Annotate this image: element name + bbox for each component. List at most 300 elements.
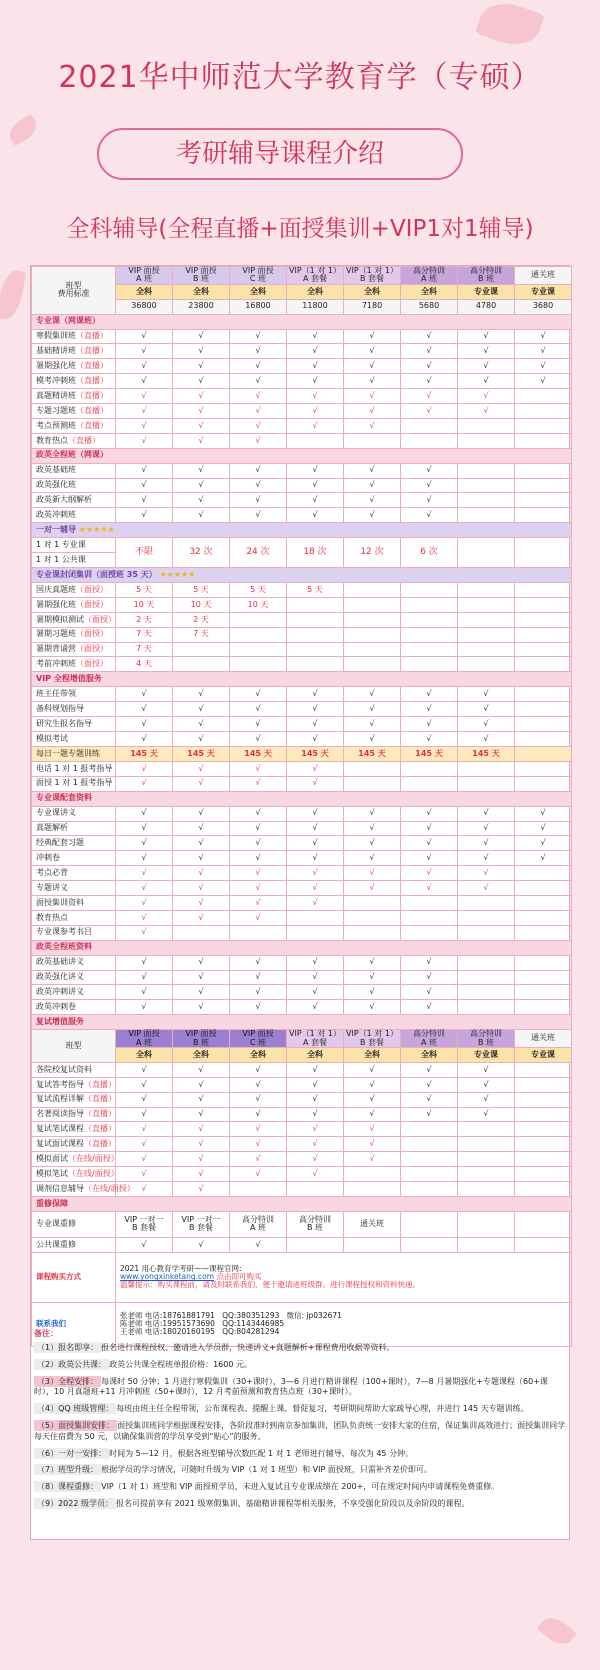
class-type: 专业课 — [458, 1047, 515, 1062]
class-type: 全科 — [287, 284, 344, 299]
check-mark: √ — [198, 912, 204, 922]
row-label-cell — [32, 881, 116, 896]
note-text: 根据学员的学习情况，可随时升级为 VIP（1 对 1 班型）和 VIP 面授班，只需补齐差价即可。 — [101, 1465, 432, 1475]
check-cell — [515, 836, 572, 851]
section-header-row — [32, 568, 572, 583]
check-mark: √ — [426, 495, 432, 505]
days-cell — [230, 657, 287, 672]
check-mark: √ — [483, 823, 489, 833]
section-header — [32, 314, 572, 329]
row-label: 专题习题班 — [36, 405, 76, 415]
days-cell: 7 天 — [173, 627, 230, 642]
check-cell — [401, 329, 458, 344]
section-title: VIP 全程增值服务 — [36, 674, 102, 684]
class-price: 5680 — [401, 299, 458, 314]
check-mark: √ — [141, 778, 147, 788]
days-cell: 2 天 — [116, 612, 173, 627]
check-cell — [344, 359, 401, 374]
course-website-link[interactable]: www.yongxinketang.com — [120, 1272, 215, 1282]
check-mark: √ — [198, 1139, 204, 1149]
check-cell — [458, 344, 515, 359]
note-text: 报名进行课程授权、邀请进入学员群，快递讲义+真题解析+课程费用收据等资料。 — [101, 1343, 395, 1352]
check-cell — [401, 493, 458, 508]
check-cell — [173, 493, 230, 508]
table-row — [32, 1237, 572, 1252]
check-cell — [458, 508, 515, 523]
row-label-cell — [32, 985, 116, 1000]
check-cell — [287, 1107, 344, 1122]
check-cell — [287, 881, 344, 896]
check-mark: √ — [255, 1239, 261, 1249]
check-mark: √ — [141, 689, 147, 699]
check-mark: √ — [369, 689, 375, 699]
days-cell — [458, 583, 515, 598]
cell-text: 课程购买方式 — [36, 1272, 81, 1282]
check-cell — [116, 329, 173, 344]
check-cell — [173, 717, 230, 732]
check-cell — [401, 970, 458, 985]
check-mark: √ — [255, 1109, 261, 1119]
check-mark: √ — [369, 972, 375, 982]
days-cell — [173, 657, 230, 672]
check-mark: √ — [141, 361, 147, 371]
check-mark: √ — [255, 704, 261, 714]
cell-text: A 班 — [249, 1223, 266, 1233]
check-cell — [458, 418, 515, 433]
row-label-cell — [32, 1092, 116, 1107]
check-mark: √ — [426, 987, 432, 997]
notes-title: 备注： — [34, 1329, 58, 1338]
check-mark: √ — [369, 1079, 375, 1089]
check-mark: √ — [255, 1153, 261, 1163]
cell-text: 暑期模拟测试 — [36, 614, 84, 624]
check-mark: √ — [198, 480, 204, 490]
check-mark: √ — [312, 867, 318, 877]
table-row — [32, 583, 572, 598]
check-cell — [230, 1107, 287, 1122]
check-cell — [287, 1167, 344, 1182]
row-label: 面授集训资料 — [36, 897, 84, 907]
check-cell — [401, 1167, 458, 1182]
note-text: 每班由班主任全程带领，公布课程表、提醒上课、督促复习，考研期间帮助大家疏导心理，并进行 145 天专题训练。 — [116, 1404, 529, 1414]
row-label: 寒假集训班 — [36, 331, 76, 341]
check-cell — [515, 851, 572, 866]
check-cell — [515, 955, 572, 970]
row-label: 复试答考指导 — [36, 1079, 84, 1089]
table-row — [32, 1167, 572, 1182]
class-price: 11800 — [287, 299, 344, 314]
check-cell — [287, 761, 344, 776]
check-cell — [515, 776, 572, 791]
cell-text: 电话:18020160195 — [144, 1327, 215, 1337]
check-mark: √ — [141, 420, 147, 430]
cell-text: VIP 一对一 — [181, 1214, 221, 1224]
check-cell — [116, 776, 173, 791]
cell-text: VIP（1 对 1） — [289, 1029, 341, 1039]
check-cell — [173, 389, 230, 404]
check-cell — [401, 821, 458, 836]
section-title: 复试增值服务 — [36, 1016, 84, 1026]
check-cell — [344, 761, 401, 776]
check-mark: √ — [198, 390, 204, 400]
check-cell — [230, 851, 287, 866]
check-cell — [230, 508, 287, 523]
check-cell — [344, 1137, 401, 1152]
days-cell — [344, 642, 401, 657]
days-cell — [344, 597, 401, 612]
section-header — [32, 448, 572, 463]
check-mark: √ — [369, 1002, 375, 1012]
days-cell — [458, 746, 515, 761]
check-cell — [230, 687, 287, 702]
section-title: 政英全程班资料 — [36, 942, 92, 952]
section-title: 政英全程班（网课） — [36, 450, 108, 460]
days-cell — [287, 597, 344, 612]
check-cell — [458, 702, 515, 717]
cell-text: QQ:1143446985 — [222, 1319, 285, 1329]
row-tag: （直播） — [84, 1079, 116, 1089]
check-mark: √ — [426, 718, 432, 728]
days-cell: 7 天 — [116, 642, 173, 657]
check-cell — [458, 821, 515, 836]
cell-text: 145 天 — [472, 748, 500, 758]
row-label-cell — [32, 1167, 119, 1182]
check-mark: √ — [483, 704, 489, 714]
check-mark: √ — [141, 375, 147, 385]
note-item — [34, 1404, 566, 1415]
table-row — [32, 717, 572, 732]
check-cell — [401, 761, 458, 776]
check-cell — [116, 478, 173, 493]
check-mark: √ — [483, 689, 489, 699]
table-cell — [401, 1211, 458, 1237]
table-row — [32, 761, 572, 776]
table-row — [32, 1062, 572, 1077]
check-cell — [287, 433, 344, 448]
cell-text: B 班 — [192, 1037, 210, 1047]
class-type: 全科 — [116, 1047, 173, 1062]
table-row — [32, 806, 572, 821]
note-tag: （8）课程重修： — [34, 1481, 101, 1492]
check-cell — [458, 1137, 515, 1152]
cell-text: 145 天 — [187, 748, 215, 758]
check-cell — [401, 1062, 458, 1077]
check-mark: √ — [312, 823, 318, 833]
table-row — [32, 881, 572, 896]
check-cell — [344, 895, 401, 910]
days-cell — [458, 597, 515, 612]
days-cell — [401, 642, 458, 657]
check-mark: √ — [141, 331, 147, 341]
check-cell — [230, 1077, 287, 1092]
check-cell — [401, 1000, 458, 1015]
row-tag: （直播） — [76, 375, 108, 385]
check-cell — [116, 1107, 173, 1122]
check-mark: √ — [312, 510, 318, 520]
check-cell — [515, 389, 572, 404]
check-mark: √ — [483, 853, 489, 863]
section-header-row — [32, 523, 572, 538]
check-mark: √ — [312, 689, 318, 699]
check-cell — [458, 1077, 515, 1092]
check-cell — [458, 851, 515, 866]
row-tag: （面授） — [76, 629, 108, 639]
class-header — [401, 267, 458, 285]
section-header-row — [32, 940, 572, 955]
note-text: VIP（1 对 1）班型和 VIP 面授班学员，未进入复试且专业课成绩在 200+，可在规定时间内申请课程免费重修。 — [101, 1482, 500, 1492]
cell-text: A 套餐 — [302, 274, 327, 284]
row-label: 模拟考试 — [36, 733, 68, 743]
row-label-cell — [32, 1152, 119, 1167]
table-row — [32, 732, 572, 747]
check-cell — [230, 1137, 287, 1152]
check-cell — [401, 985, 458, 1000]
check-cell — [230, 702, 287, 717]
rebuild-option — [344, 1211, 401, 1237]
check-cell — [344, 851, 401, 866]
note-text: 面授集训班同学根据课程安排，各阶段准时到南京参加集训，团队负责统一安排大家的住宿，保证集训高效进行；面授集训同学每天住宿費为 50 元，以确保集训营的学员享受到“贴心”的服务。 — [34, 1420, 566, 1441]
check-cell — [515, 702, 572, 717]
days-cell — [344, 627, 401, 642]
check-cell — [173, 418, 230, 433]
check-cell — [173, 1107, 230, 1122]
cell-text: A 班 — [420, 1037, 437, 1047]
check-cell — [401, 1181, 458, 1196]
table-row — [32, 925, 572, 940]
check-cell — [401, 925, 458, 940]
check-mark: √ — [255, 390, 261, 400]
row-label: 模拟面试 — [36, 1153, 68, 1163]
cell-text: 145 天 — [301, 748, 329, 758]
row-label: 基础精讲班 — [36, 346, 76, 356]
row-label-cell — [32, 344, 116, 359]
check-mark: √ — [483, 718, 489, 728]
check-cell — [401, 866, 458, 881]
check-mark: √ — [141, 1139, 147, 1149]
check-cell — [230, 374, 287, 389]
check-cell — [116, 687, 173, 702]
days-cell — [344, 583, 401, 598]
cell-text: 145 天 — [415, 748, 443, 758]
check-mark: √ — [483, 882, 489, 892]
check-mark: √ — [312, 331, 318, 341]
note-item — [34, 1360, 566, 1371]
check-mark: √ — [198, 689, 204, 699]
check-cell — [287, 359, 344, 374]
row-label: 调剂信息辅导 — [36, 1183, 84, 1193]
check-cell — [173, 806, 230, 821]
cell-text: QQ:380351293 — [222, 1311, 280, 1321]
class-type: 全科 — [401, 284, 458, 299]
check-cell — [230, 493, 287, 508]
cell-text: 国庆真题班 — [36, 584, 76, 594]
check-cell — [230, 463, 287, 478]
cell-text: A 班 — [135, 1037, 152, 1047]
check-cell — [344, 493, 401, 508]
check-cell — [344, 821, 401, 836]
check-cell — [458, 985, 515, 1000]
check-mark: √ — [312, 375, 318, 385]
check-mark: √ — [198, 1168, 204, 1178]
check-cell — [401, 389, 458, 404]
check-mark: √ — [312, 704, 318, 714]
check-cell — [458, 1062, 515, 1077]
days-cell — [287, 746, 344, 761]
session-count — [230, 538, 287, 568]
table-row — [32, 493, 572, 508]
check-cell — [287, 717, 344, 732]
check-cell — [515, 732, 572, 747]
check-cell — [230, 866, 287, 881]
check-cell — [173, 329, 230, 344]
check-cell — [458, 955, 515, 970]
check-mark: √ — [255, 1002, 261, 1012]
row-label-cell — [32, 418, 116, 433]
check-mark: √ — [198, 331, 204, 341]
check-cell — [515, 463, 572, 478]
check-cell — [173, 702, 230, 717]
table-row — [32, 612, 572, 627]
course-table — [31, 266, 572, 1347]
check-cell — [344, 687, 401, 702]
check-mark: √ — [255, 912, 261, 922]
check-mark: √ — [255, 420, 261, 430]
check-mark: √ — [198, 867, 204, 877]
cell-text: 145 天 — [244, 748, 272, 758]
days-cell — [458, 642, 515, 657]
table-row — [32, 374, 572, 389]
table-cell — [458, 1211, 515, 1237]
check-cell — [401, 806, 458, 821]
check-cell — [401, 881, 458, 896]
cell-text: B 套餐 — [359, 274, 385, 284]
check-mark: √ — [255, 1064, 261, 1074]
check-cell — [116, 389, 173, 404]
days-cell — [401, 583, 458, 598]
check-cell — [230, 776, 287, 791]
row-tag: （直播） — [76, 346, 108, 356]
section-header-row — [32, 448, 572, 463]
check-mark: √ — [369, 420, 375, 430]
check-mark: √ — [369, 346, 375, 356]
check-mark: √ — [426, 465, 432, 475]
cell-text: 高分特训 — [470, 266, 502, 275]
check-cell — [287, 1092, 344, 1107]
class-price: 36800 — [116, 299, 173, 314]
row-label-cell — [32, 925, 116, 940]
class-header — [173, 1030, 230, 1048]
check-mark: √ — [540, 346, 546, 356]
row-label: 政英新大纲解析 — [36, 495, 92, 505]
check-cell — [458, 1107, 515, 1122]
row-label-cell: 专业课重修 — [32, 1211, 116, 1237]
cell-text: 微信: jp032671 — [286, 1311, 342, 1321]
check-mark: √ — [540, 375, 546, 385]
check-cell — [344, 463, 401, 478]
row-label-cell — [32, 836, 116, 851]
check-cell — [344, 1000, 401, 1015]
cell-text: 高分特训 — [413, 266, 445, 275]
check-cell — [458, 761, 515, 776]
check-cell — [401, 1107, 458, 1122]
row-label-cell — [32, 478, 116, 493]
row-label: 考点预测班 — [36, 420, 76, 430]
check-cell — [116, 970, 173, 985]
check-cell — [401, 851, 458, 866]
class-header — [173, 267, 230, 285]
check-cell — [458, 925, 515, 940]
section-header-row — [32, 672, 572, 687]
check-mark: √ — [312, 495, 318, 505]
check-cell — [344, 702, 401, 717]
check-mark: √ — [483, 867, 489, 877]
check-mark: √ — [255, 972, 261, 982]
buy-label — [32, 1252, 116, 1302]
check-cell — [287, 985, 344, 1000]
days-cell — [344, 657, 401, 672]
cell-text: VIP 面授 — [128, 1029, 160, 1039]
table-cell — [515, 538, 572, 568]
row-tag: （在线/面授） — [68, 1168, 119, 1178]
class-price: 4780 — [458, 299, 515, 314]
check-mark: √ — [426, 405, 432, 415]
check-cell — [458, 359, 515, 374]
check-cell — [116, 761, 173, 776]
check-cell — [230, 1152, 287, 1167]
check-cell — [116, 955, 173, 970]
note-item — [34, 1377, 566, 1399]
check-mark: √ — [312, 480, 318, 490]
section-title: 专业课封闭集训（面授班 35 天） — [36, 569, 157, 579]
check-cell — [173, 895, 230, 910]
check-mark: √ — [312, 957, 318, 967]
check-cell — [344, 1077, 401, 1092]
check-mark: √ — [426, 867, 432, 877]
days-cell: 7 天 — [116, 627, 173, 642]
check-mark: √ — [255, 778, 261, 788]
check-cell — [116, 806, 173, 821]
session-count — [401, 538, 458, 568]
check-mark: √ — [426, 689, 432, 699]
table-row — [32, 851, 572, 866]
check-mark: √ — [141, 1094, 147, 1104]
check-cell — [401, 687, 458, 702]
row-label-cell — [32, 866, 116, 881]
days-cell: 10 天 — [230, 597, 287, 612]
check-mark: √ — [483, 331, 489, 341]
check-cell — [173, 463, 230, 478]
row-label-cell — [32, 627, 116, 642]
check-cell — [287, 851, 344, 866]
check-mark: √ — [369, 882, 375, 892]
check-cell — [230, 329, 287, 344]
check-mark: √ — [141, 763, 147, 773]
row-label-cell — [32, 702, 116, 717]
check-cell — [287, 910, 344, 925]
rebuild-option — [287, 1211, 344, 1237]
check-mark: √ — [483, 838, 489, 848]
check-mark: √ — [312, 465, 318, 475]
row-label-cell — [32, 1077, 116, 1092]
days-cell — [458, 612, 515, 627]
check-mark: √ — [369, 1124, 375, 1134]
check-mark: √ — [540, 838, 546, 848]
contact-row — [32, 1252, 572, 1302]
check-mark: √ — [483, 1079, 489, 1089]
check-cell — [344, 418, 401, 433]
section-title: 专业课配套资料 — [36, 793, 92, 803]
check-cell — [230, 985, 287, 1000]
